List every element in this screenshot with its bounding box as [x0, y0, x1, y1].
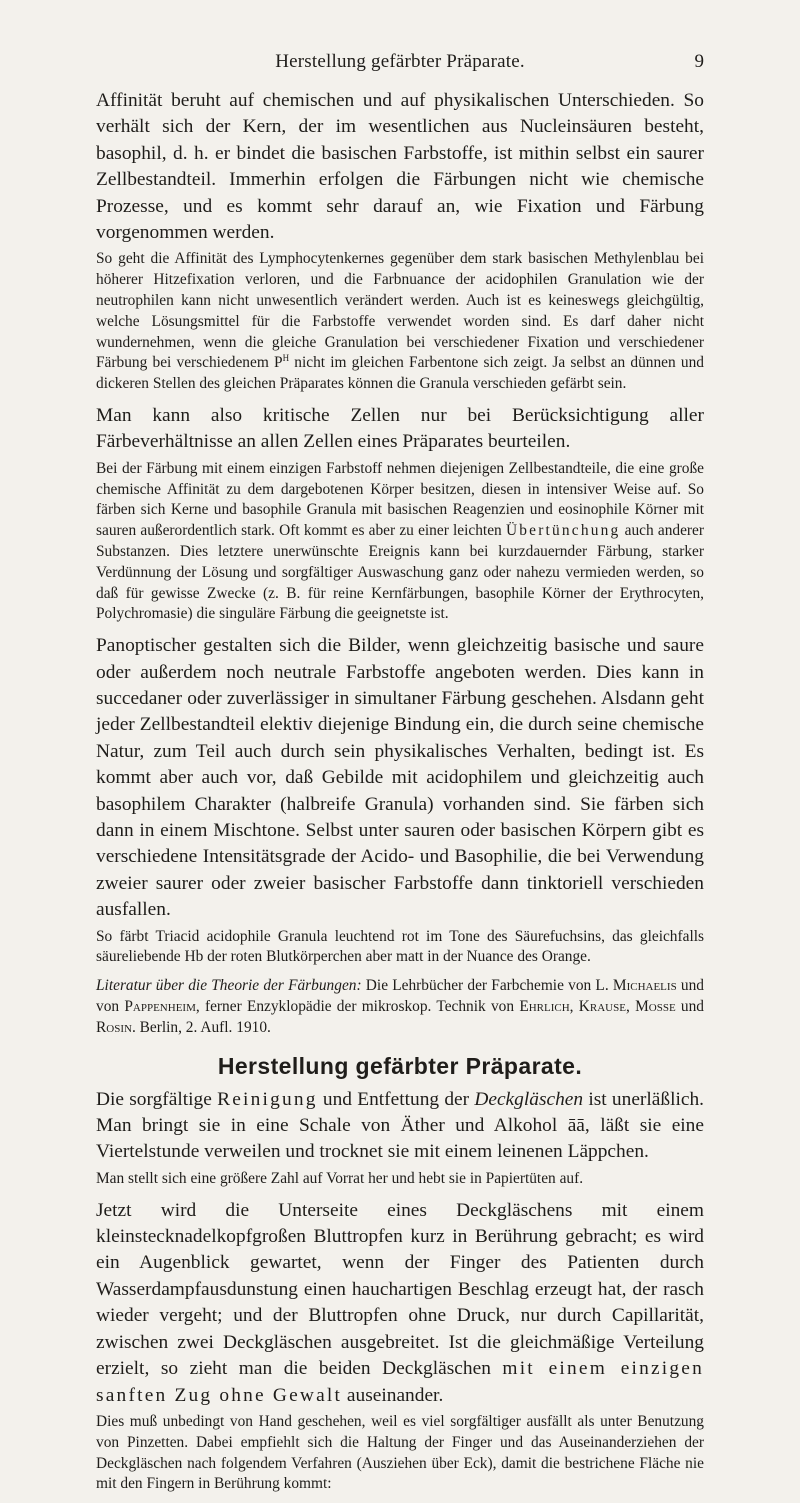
spaced-term: mit einem einzigen sanften Zug ohne Gewalt [96, 1358, 704, 1406]
paragraph-panoptic: Panoptischer gestalten sich die Bilder, wenn gleichzeitig basische und saure oder außerdem noch neutrale Farbstoffe angeboten werden. Dies kann in succedaner oder zuverlässiger in simultaner Färbung geschehen. Alsdann geht jeder Zellbestandteil elektiv diejenige Bindung ein, die durch seine chemische Natur, zum Teil auch durch sein physikalisches Verhalten, bedingt ist. Es kommt aber auch vor, daß Gebilde mit acidophilem und gleichzeitig auch basophilem Charakter (halbreife Granula) vorhanden sind. Sie färben sich dann in einem Mischtone. Selbst unter sauren oder basischen Körpern gibt es verschiedene Intensitätsgrade der Acido- und Basophilie, die bei Verwendung zweier saurer oder zweier basischer Farbstoffe dann tinktoriell verschieden ausfallen. [96, 635, 704, 921]
spaced-term: Reinigung [217, 1088, 318, 1110]
running-head [96, 50, 704, 74]
author-name: Mosse [635, 998, 676, 1016]
note-lymphocyte-affinity [96, 249, 704, 395]
note-supply: Man stellt sich eine größere Zahl auf Vorrat her und hebt sie in Papiertüten auf. [96, 1169, 584, 1187]
running-title: Herstellung gefärbter Präparate. [275, 51, 525, 72]
text-run: nicht im gleichen Farbentone sich zeigt. Ja selbst an dünnen und dickeren Stellen des gleichen Präparates können die Granula verschieden gefärbt sein. [96, 354, 704, 393]
spaced-term: Übertünchung [505, 522, 621, 540]
author-name: Rosin [96, 1018, 132, 1036]
text-run: Bei der Färbung mit einem einzigen Farbstoff nehmen diejenigen Zellbestandteile, die eine große chemische Affinität zu dem dargebotenen Körper besitzen, diesen in intensiver Weise auf. So färben sich Kerne und basophile Granula mit basischen Reagenzien und eosinophile Körner mit sauren außerordentlich stark. Oft kommt es aber zu einer leichten [96, 459, 704, 540]
author-name: Ehrlich [519, 998, 570, 1016]
page-number: 9 [694, 51, 704, 72]
text-run: auseinander. [342, 1384, 444, 1406]
paragraph-blood-drop [96, 1198, 704, 1409]
literature-reference [96, 976, 704, 1038]
author-name: Pappenheim [124, 998, 196, 1016]
note-triacid: So färbt Triacid acidophile Granula leuchtend rot im Tone des Säurefuchsins, das gleichfalls säureliebende Hb der roten Blutkörperchen aber matt in der Nuance des Orange. [96, 927, 704, 966]
paragraph-cleaning [96, 1087, 704, 1166]
text-run: , [625, 998, 636, 1016]
author-name: Krause [578, 998, 626, 1016]
literature-label: Literatur über die Theorie der Färbungen: [96, 977, 362, 995]
text-run: und Entfettung der [317, 1088, 475, 1110]
note-single-dye [96, 459, 704, 625]
section-heading: Herstellung gefärbter Präparate. [217, 1052, 583, 1079]
superscript-h: H [282, 353, 290, 364]
text-run: . Berlin, 2. Aufl. 1910. [131, 1018, 271, 1036]
text-run: Die sorgfältige [96, 1088, 218, 1110]
text-run: , [569, 998, 579, 1016]
text-run: ist unerläßlich. Man bringt sie in eine Schale von Äther und Alkohol āā, läßt sie eine Viertelstunde verweilen und trocknet sie mit einem leinenen Läppchen. [96, 1088, 704, 1163]
note-by-hand: Dies muß unbedingt von Hand geschehen, weil es viel sorgfältiger ausfällt als unter Benutzung von Pinzetten. Dabei empfiehlt sich die Haltung der Finger und das Auseinanderziehen der Deckgläschen nach folgendem Verfahren (Ausziehen über Eck), damit die bestrichene Fläche nie mit den Fingern in Berührung kommt: [96, 1412, 704, 1493]
text-run: Die Lehrbücher der Farbchemie von L. [361, 977, 613, 995]
italic-term: Deckgläschen [474, 1088, 584, 1110]
text-run: Jetzt wird die Unterseite eines Deckgläschens mit einem kleinstecknadelkopfgroßen Bluttropfen kurz in Berührung gebracht; es wird ein Augenblick gewartet, wenn der Finger des Patienten durch Wasserdampfausdunstung einen hauchartigen Beschlag erzeugt hat, der rasch wieder vergeht; und der Bluttropfen ohne Druck, nur durch Capillarität, zwischen zwei Deckgläschen ausgebreitet. Ist die gleichmäßige Verteilung erzielt, so zieht man die beiden Deckgläschen [96, 1199, 704, 1380]
text-run: und [675, 998, 705, 1016]
author-name: Michaelis [612, 977, 677, 995]
page-body [96, 88, 704, 1503]
paragraph-affinity: Affinität beruht auf chemischen und auf physikalischen Unterschieden. So verhält sich der Kern, der im wesentlichen aus Nucleinsäuren besteht, basophil, d. h. er bindet die basischen Farbstoffe, ist mithin selbst ein saurer Zellbestandteil. Immerhin erfolgen die Färbungen nicht wie chemische Prozesse, und es kommt sehr darauf an, wie Fixation und Färbung vorgenommen werden. [96, 90, 704, 244]
text-run: und von [96, 977, 704, 1016]
text-run: auch anderer Substanzen. Dies letztere unerwünschte Ereignis kann bei kurzdauernder Färbung, starker Verdünnung der Lösung und sorgfältiger Auswaschung ganz oder nahezu vermieden werden, so daß für gewisse Zwecke (z. B. für reine Kernfärbungen, basophile Körner der Erythrocyten, Polychromasie) die singuläre Färbung die geeignetste ist. [96, 522, 704, 623]
paragraph-critical-cells: Man kann also kritische Zellen nur bei Berücksichtigung aller Färbeverhältnisse an allen Zellen eines Präparates beurteilen. [96, 405, 704, 453]
text-run: So geht die Affinität des Lymphocytenkernes gegenüber dem stark basischen Methylenblau bei höherer Hitzefixation verloren, und die Farbnuance der acidophilen Granulation wie der neutrophilen kann nicht unwesentlich verändert werden. Auch ist es keineswegs gleichgültig, welche Lösungsmittel für die Farbstoffe verwendet worden sind. Es darf daher nicht wundernehmen, wenn die gleiche Granulation bei verschiedener Fixation und verschiedener Färbung bei verschiedenem P [96, 250, 704, 372]
text-run: , ferner Enzyklopädie der mikroskop. Technik von [195, 998, 520, 1016]
